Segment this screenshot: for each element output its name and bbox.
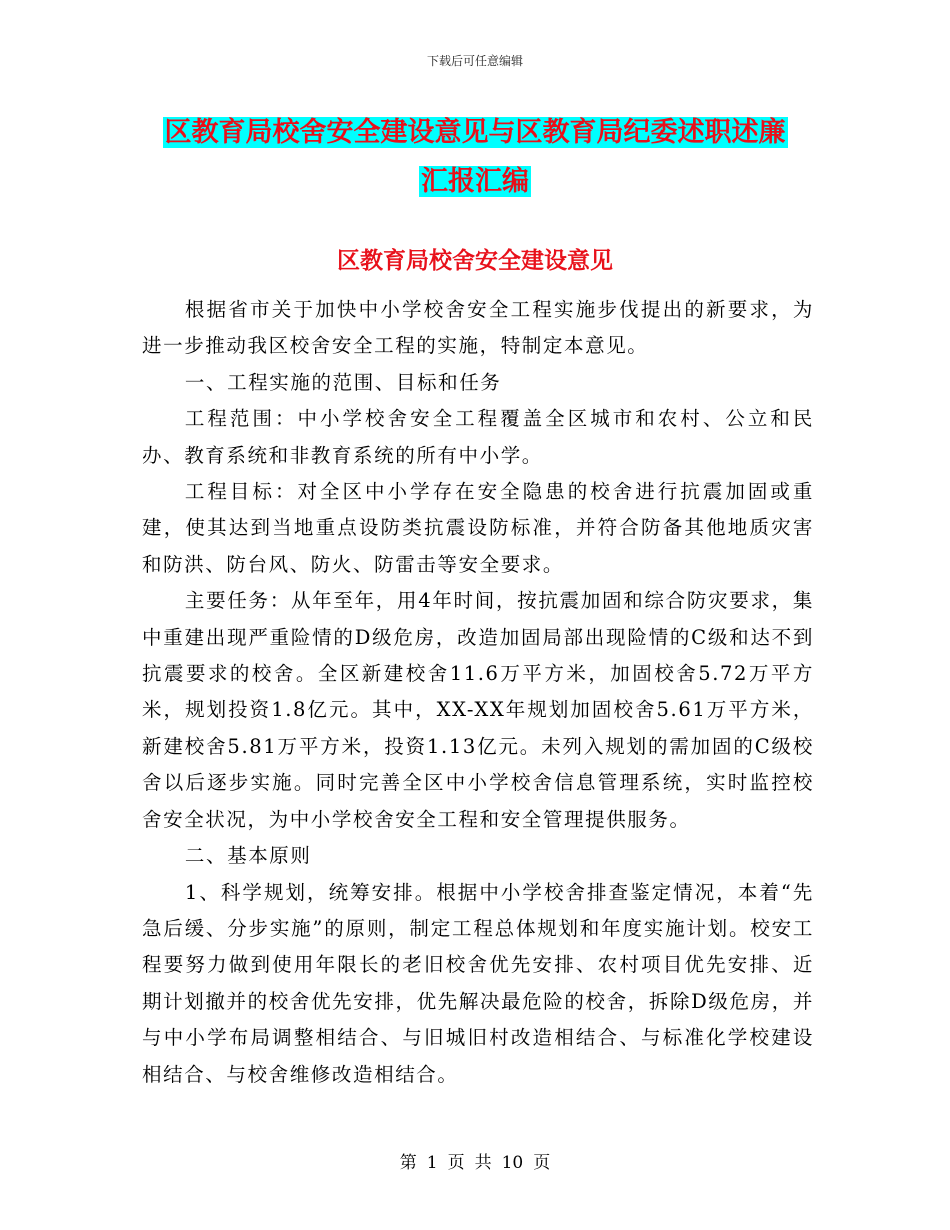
paragraph: 1、科学规划，统筹安排。根据中小学校舍排查鉴定情况，本着“先急后缓、分步实施”的原则，制定工程总体规划和年度实施计划。校安工程要努力做到使用年限长的老旧校舍优先安排、农村项目优先安排、近期计划撤并的校舍优先安排，优先解决最危险的校舍，拆除D级危房，并与中小学布局调整相结合、与旧城旧村改造相结合、与标准化学校建设相结合、与校舍维修改造相结合。 [142,880,814,1086]
total-label: 共 [474,1153,492,1173]
section-heading: 一、工程实施的范围、目标和任务 [184,370,502,394]
document-title-line1: 区教育局校舍安全建设意见与区教育局纪委述职述廉 [164,117,786,148]
total-pages: 10 [501,1153,524,1173]
section-title: 区教育局校舍安全建设意见 [337,247,613,274]
page-label-suffix: 页 [533,1153,551,1173]
page-label-prefix: 第 [399,1153,417,1173]
paragraph: 根据省市关于加快中小学校舍安全工程实施步伐提出的新要求，为进一步推动我区校舍安全工程的实施，特制定本意见。 [142,298,814,358]
page-label-mid: 页 [447,1153,465,1173]
section-heading: 二、基本原则 [184,844,312,868]
paragraph: 工程范围：中小学校舍安全工程覆盖全区城市和农村、公立和民办、教育系统和非教育系统的所有中小学。 [142,407,814,467]
document-title [140,108,810,206]
page-number: 1 [426,1153,438,1173]
document-title-line2: 汇报汇编 [421,166,529,197]
document-body [142,292,814,1093]
page-footer [0,1153,950,1173]
paragraph: 主要任务：从年至年，用4年时间，按抗震加固和综合防灾要求，集中重建出现严重险情的D级危房，改造加固局部出现险情的C级和达不到抗震要求的校舍。全区新建校舍11.6万平方米，加固校舍5.72万平方米，规划投资1.8亿元。其中，XX-XX年规划加固校舍5.61万平方米，新建校舍5.81万平方米，投资1.13亿元。未列入规划的需加固的C级校舍以后逐步实施。同时完善全区中小学校舍信息管理系统，实时监控校舍安全状况，为中小学校舍安全工程和安全管理提供服务。 [142,589,814,831]
paragraph: 工程目标：对全区中小学存在安全隐患的校舍进行抗震加固或重建，使其达到当地重点设防类抗震设防标准，并符合防备其他地质灾害和防洪、防台风、防火、防雷击等安全要求。 [142,480,814,576]
page-header-note: 下载后可任意编辑 [426,54,523,68]
